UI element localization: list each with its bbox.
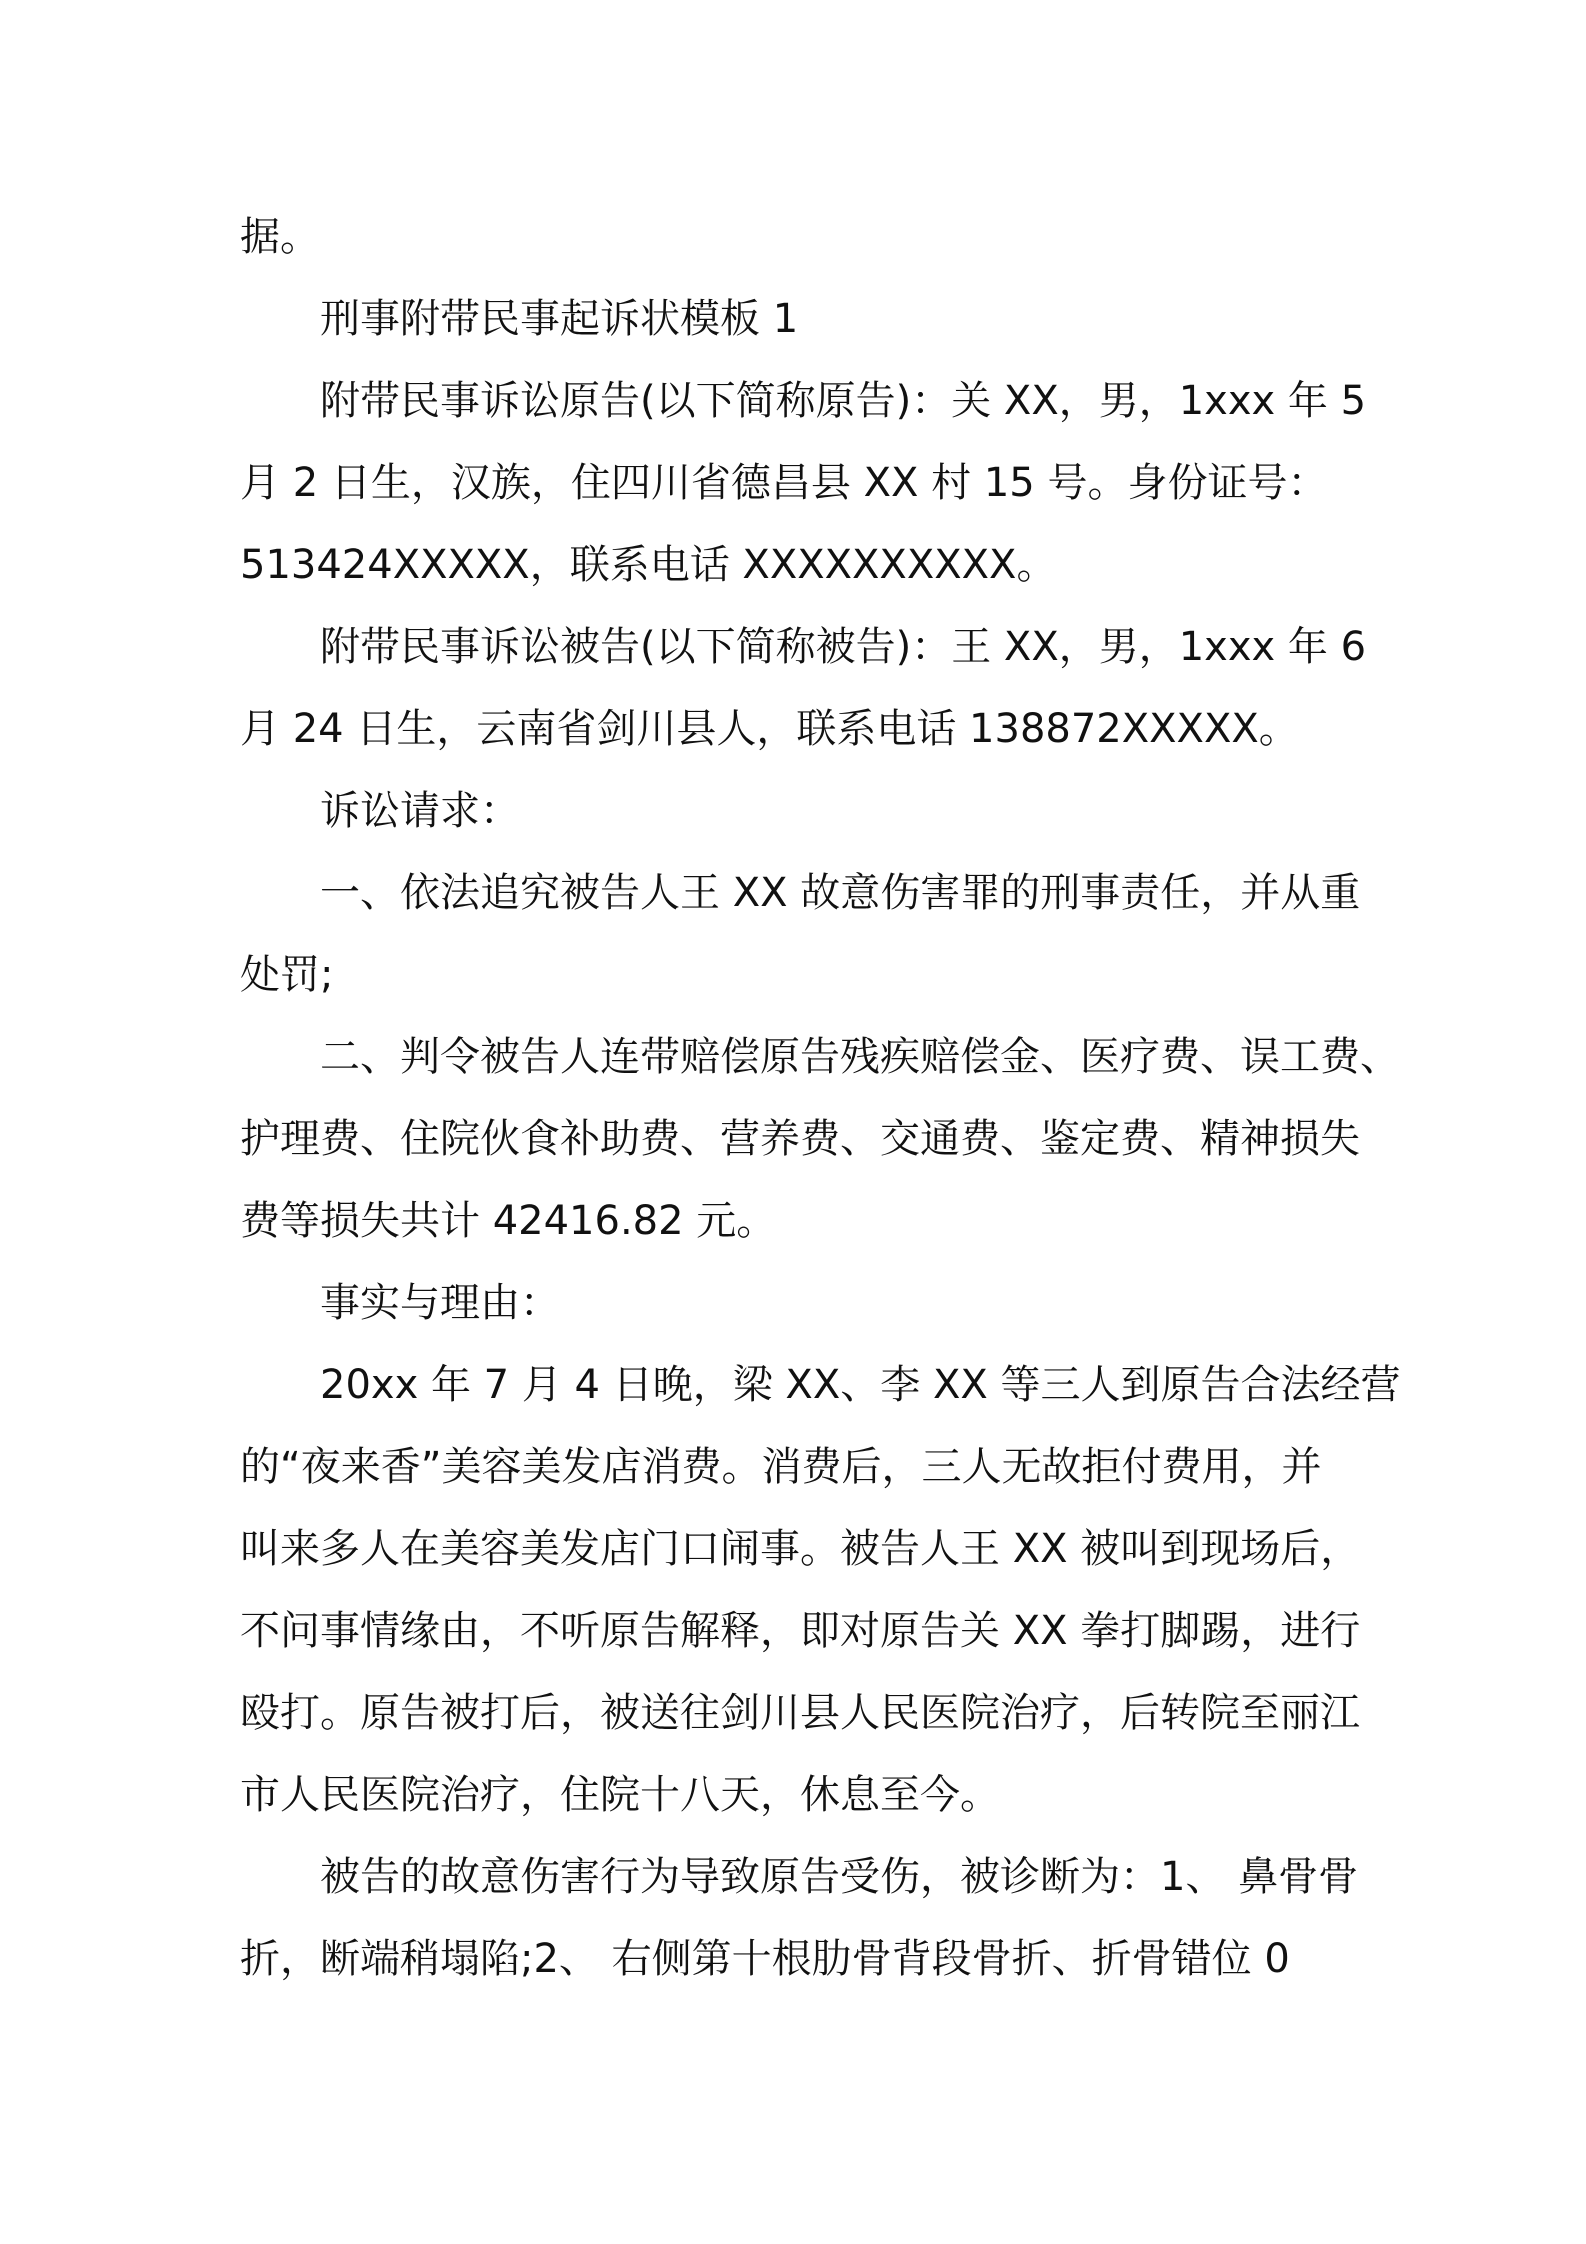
text-line: 处罚; [240,952,334,998]
text-line: 殴打。原告被打后，被送往剑川县人民医院治疗，后转院至丽江 [240,1690,1360,1736]
text-line: 附带民事诉讼被告(以下简称被告)：王 XX，男，1xxx 年 6 [320,624,1367,670]
text-line: 附带民事诉讼原告(以下简称原告)：关 XX，男，1xxx 年 5 [320,378,1367,424]
text-line: 月 2 日生，汉族，住四川省德昌县 XX 村 15 号。身份证号： [240,460,1328,506]
section-heading: 诉讼请求： [320,788,520,834]
text-line: 护理费、住院伙食补助费、营养费、交通费、鉴定费、精神损失 [240,1116,1360,1162]
text-line: 不问事情缘由，不听原告解释，即对原告关 XX 拳打脚踢，进行 [240,1608,1361,1654]
document-body [240,196,1401,2000]
text-line: 20xx 年 7 月 4 日晚，梁 XX、李 XX 等三人到原告合法经营 [320,1362,1401,1408]
text-line: 据。 [240,214,320,260]
text-line: 二、判令被告人连带赔偿原告残疾赔偿金、医疗费、误工费、 [320,1034,1400,1080]
text-line: 被告的故意伤害行为导致原告受伤，被诊断为：1、 鼻骨骨 [320,1854,1359,1900]
text-line: 市人民医院治疗，住院十八天，休息至今。 [240,1772,1000,1818]
text-line: 费等损失共计 42416.82 元。 [240,1198,777,1244]
text-line: 叫来多人在美容美发店门口闹事。被告人王 XX 被叫到现场后， [240,1526,1361,1572]
text-line: 折，断端稍塌陷;2、 右侧第十根肋骨背段骨折、折骨错位 0 [240,1936,1290,1982]
section-heading: 事实与理由： [320,1280,560,1326]
section-title: 刑事附带民事起诉状模板 1 [320,296,799,342]
text-line: 一、依法追究被告人王 XX 故意伤害罪的刑事责任，并从重 [320,870,1361,916]
text-line: 的“夜来香”美容美发店消费。消费后，三人无故拒付费用，并 [240,1444,1322,1490]
text-line: 513424XXXXX，联系电话 XXXXXXXXXX。 [240,542,1057,588]
text-line: 月 24 日生，云南省剑川县人，联系电话 138872XXXXX。 [240,706,1299,752]
